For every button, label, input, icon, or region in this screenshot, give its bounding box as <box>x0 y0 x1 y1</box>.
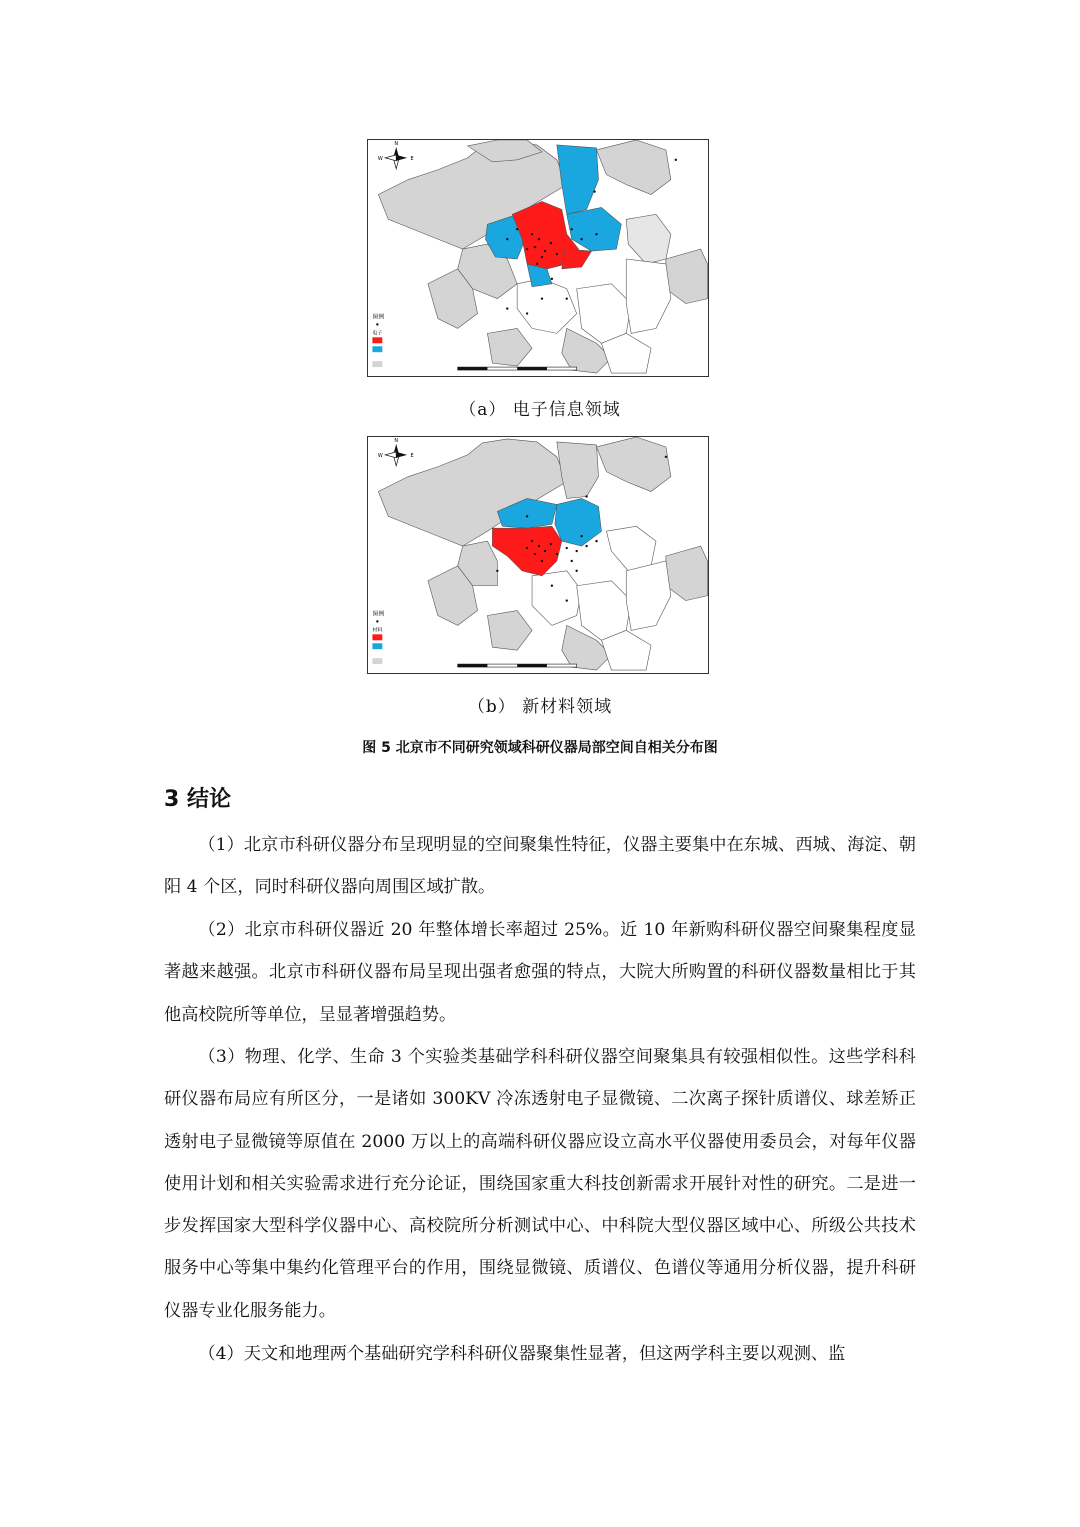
caption-b: （b） 新材料领域 <box>467 697 613 717</box>
legend-low-high-swatch <box>372 643 382 649</box>
paragraph: （2）北京市科研仪器近 20 年整体增长率超过 25%。近 10 年新购科研仪器空间聚集程度显著越来越强。北京市科研仪器布局呈现出强者愈强的特点，大院大所购置的科研仪器数量相比于其他高校院所等单位，呈显著增强趋势。 <box>164 920 916 1025</box>
legend <box>372 609 384 664</box>
legend-field-label: 电子 <box>372 330 383 337</box>
scale-bar <box>458 367 577 370</box>
north-arrow-icon <box>378 141 414 169</box>
legend-not-significant-swatch <box>372 361 382 367</box>
svg-text:W: W <box>377 452 383 459</box>
svg-text:N: N <box>394 140 399 147</box>
legend-title: 图例 <box>372 610 385 618</box>
map-figure-b <box>367 436 709 674</box>
figure-title: 图 5 北京市不同研究领域科研仪器局部空间自相关分布图 <box>362 740 718 756</box>
map-figure-a <box>367 139 709 377</box>
svg-text:E: E <box>410 155 414 162</box>
high-high-districts <box>492 526 561 576</box>
legend-title: 图例 <box>372 313 385 321</box>
svg-text:N: N <box>394 437 399 444</box>
map-a-svg <box>368 140 708 376</box>
svg-text:W: W <box>377 155 383 162</box>
caption-a: （a） 电子信息领域 <box>459 400 621 420</box>
legend-field-label: 材料 <box>372 627 383 634</box>
section-heading: 3 结论 <box>164 787 231 812</box>
legend-not-significant-swatch <box>372 658 382 664</box>
legend-high-high-swatch <box>372 337 382 343</box>
legend-high-high-swatch <box>372 634 382 640</box>
paragraph: （3）物理、化学、生命 3 个实验类基础学科科研仪器空间聚集具有较强相似性。这些学科科研仪器布局应有所区分，一是诸如 300KV 冷冻透射电子显微镜、二次离子探针质谱仪、球差矫正透射电子显微镜等原值在 2000 万以上的高端科研仪器应设立高水平仪器使用委员会，对每年仪器使用计划和相关实验需求进行充分论证，围绕国家重大科技创新需求开展针对性的研究。二是进一步发挥国家大型科学仪器中心、高校院所分析测试中心、中科院大型仪器区域中心、所级公共技术服务中心等集中集约化管理平台的作用，围绕显微镜、质谱仪、色谱仪等通用分析仪器，提升科研仪器专业化服务能力。 <box>164 1047 916 1321</box>
map-b-svg <box>368 437 708 673</box>
svg-text:E: E <box>410 452 414 459</box>
paragraph: （4）天文和地理两个基础研究学科科研仪器聚集性显著，但这两学科主要以观测、监 <box>198 1344 846 1364</box>
legend-low-high-swatch <box>372 346 382 352</box>
legend <box>372 312 384 367</box>
paragraph: （1）北京市科研仪器分布呈现明显的空间聚集性特征，仪器主要集中在东城、西城、海淀、朝阳 4 个区，同时科研仪器向周围区域扩散。 <box>164 835 916 898</box>
north-arrow-icon <box>378 438 414 466</box>
scale-bar <box>458 664 577 667</box>
